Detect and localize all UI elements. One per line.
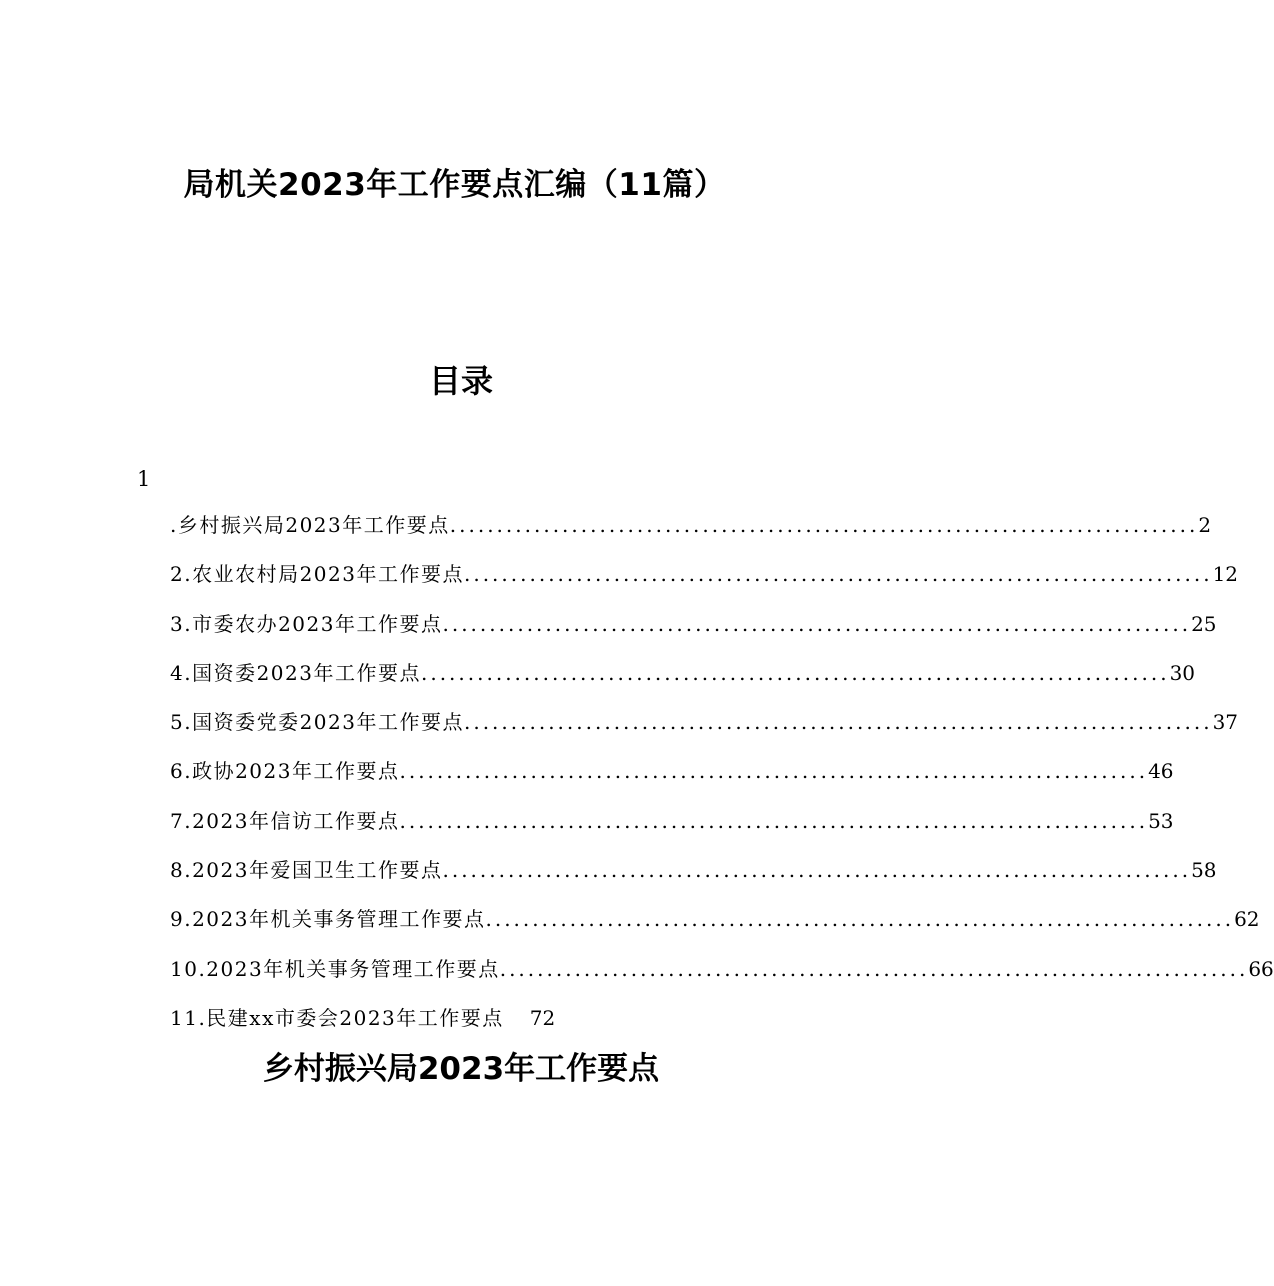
toc-entry-page: 37 [1212,710,1239,735]
toc-entry[interactable] [170,606,1217,655]
toc-leader-dots: ................................................................................ [420,660,1170,685]
toc-entry-page: 46 [1148,759,1174,784]
toc-entry-page: 53 [1148,808,1174,833]
toc-entry-page: 62 [1234,907,1260,932]
toc-entry-title: 4.国资委2023年工作要点 [170,660,421,685]
toc-entry[interactable] [170,852,1217,901]
toc-leader-dots: ................................................................................ [399,759,1149,784]
toc-entry[interactable] [170,507,1212,556]
toc-entry[interactable] [170,704,1239,753]
toc-entry[interactable] [170,556,1239,605]
toc-entry-title: 7.2023年信访工作要点 [170,808,400,833]
toc-entry[interactable] [170,753,1174,802]
toc-entry-title: 11.民建xx市委会2023年工作要点 [170,1005,504,1030]
stray-page-number: 1 [137,467,151,491]
toc-entry[interactable] [170,803,1174,852]
toc-leader-dots: ................................................................................ [449,513,1199,537]
toc-entry[interactable] [170,655,1196,704]
toc-entry-page: 58 [1191,858,1217,883]
toc-entry-page: 12 [1212,562,1239,587]
toc-entry-title: .乡村振兴局2023年工作要点 [170,513,450,537]
toc-leader-dots: ................................................................................ [485,907,1235,932]
toc-entry[interactable] [170,951,1274,1000]
toc-leader-dots: ................................................................................ [499,956,1249,981]
toc-entry[interactable] [170,901,1260,950]
toc-heading: 目录 [428,362,493,400]
toc-entry[interactable] [170,1000,756,1049]
toc-entry-page: 72 [529,1005,556,1030]
toc-leader-dots: ................................................................................ [442,858,1192,883]
table-of-contents [170,507,1274,1049]
toc-entry-title: 10.2023年机关事务管理工作要点 [170,956,500,981]
toc-entry-page: 2 [1198,513,1212,537]
toc-entry-page: 30 [1169,660,1196,685]
toc-entry-title: 6.政协2023年工作要点 [170,759,400,784]
toc-entry-title: 5.国资委党委2023年工作要点 [170,710,464,735]
toc-entry-title: 3.市委农办2023年工作要点 [170,611,443,636]
toc-entry-title: 2.农业农村局2023年工作要点 [170,562,464,587]
section-title: 乡村振兴局2023年工作要点 [262,1051,660,1087]
document-title: 局机关2023年工作要点汇编（11篇） [183,167,726,203]
toc-leader-dots: ................................................................................ [442,611,1192,636]
toc-entry-page: 66 [1248,956,1274,981]
toc-leader-dots: ................................................................................ [463,710,1213,735]
toc-leader-dots: ................................................................................ [463,562,1213,587]
toc-entry-title: 9.2023年机关事务管理工作要点 [170,907,486,932]
toc-entry-page: 25 [1191,611,1217,636]
toc-leader-dots: ................................................................................ [399,808,1149,833]
toc-entry-title: 8.2023年爱国卫生工作要点 [170,858,443,883]
